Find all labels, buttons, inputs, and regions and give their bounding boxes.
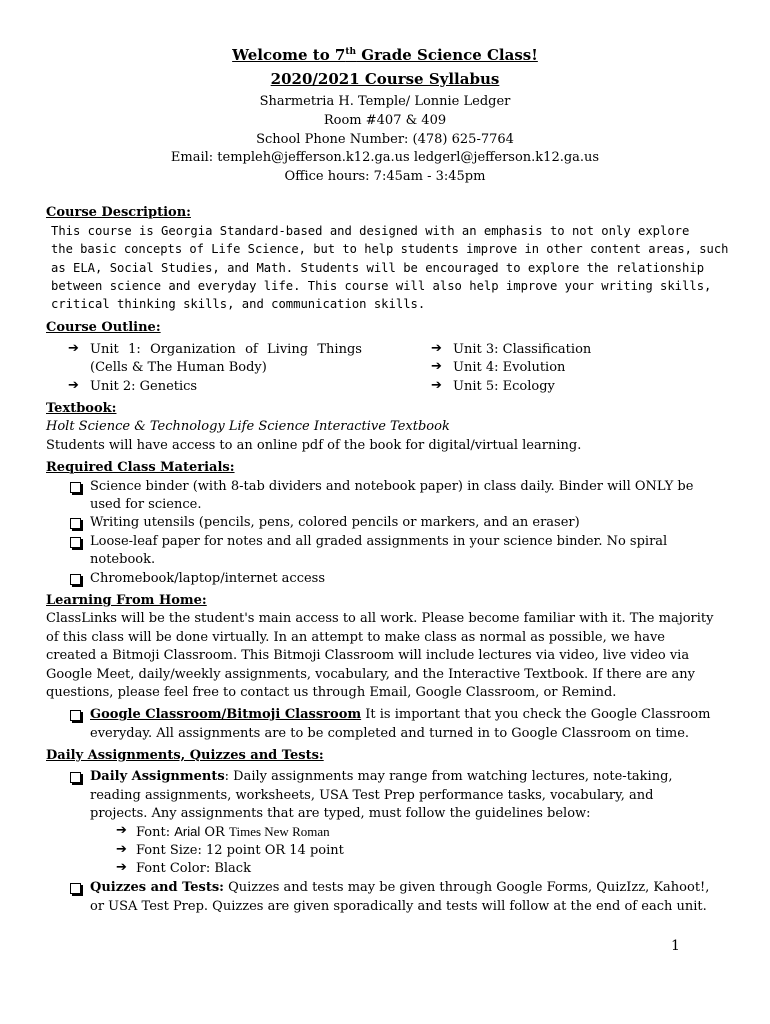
google-classroom-link[interactable]: Google Classroom/Bitmoji Classroom: [90, 707, 362, 722]
outline-unit-4: Unit 4: Evolution: [453, 360, 566, 375]
right-arrow-icon: ➔: [116, 823, 127, 838]
home-line: questions, please feel free to contact us through Email, Google Classroom, or Remind.: [46, 685, 617, 700]
page-title: Welcome to 7th Grade Science Class!: [232, 46, 538, 64]
textbook-note: Students will have access to an online pdf of the book for digital/virtual learning.: [46, 438, 582, 453]
checkbox-icon: [70, 537, 81, 548]
right-arrow-icon: ➔: [68, 341, 79, 356]
description-line: between science and everyday life. This course will also help improve your writing skills,: [51, 279, 712, 293]
daily-assignments-cont: reading assignments, worksheets, USA Test Prep performance tasks, vocabulary, and: [90, 788, 654, 803]
home-line: created a Bitmoji Classroom. This Bitmoji Classroom will include lectures via video, live video via: [46, 648, 690, 663]
materials-item-cont: used for science.: [90, 497, 202, 512]
room-number: Room #407 & 409: [323, 113, 447, 128]
home-line: of this class will be done virtually. In an attempt to make class as normal as possible, we have: [46, 630, 665, 645]
textbook-title: Holt Science & Technology Life Science Interactive Textbook: [46, 419, 450, 434]
page-number: 1: [671, 938, 680, 954]
home-line: Google Meet, daily/weekly assignments, vocabulary, and the Interactive Textbook. If there are any: [46, 667, 695, 682]
right-arrow-icon: ➔: [116, 860, 127, 875]
materials-item: Science binder (with 8-tab dividers and notebook paper) in class daily. Binder will ONLY be: [90, 479, 694, 494]
right-arrow-icon: ➔: [116, 842, 127, 857]
materials-item: Writing utensils (pencils, pens, colored pencils or markers, and an eraser): [90, 515, 580, 530]
daily-assignments-item: Daily Assignments: Daily assignments may range from watching lectures, note-taking,: [90, 769, 673, 784]
daily-assignments-heading: Daily Assignments, Quizzes and Tests:: [46, 748, 324, 763]
right-arrow-icon: ➔: [68, 378, 79, 393]
checkbox-icon: [70, 710, 81, 721]
description-line: critical thinking skills, and communication skills.: [51, 297, 426, 311]
outline-unit-5: Unit 5: Ecology: [453, 379, 555, 394]
description-line: the basic concepts of Life Science, but to help students improve in other content areas, such: [51, 242, 729, 256]
school-phone: School Phone Number: (478) 625-7764: [256, 132, 514, 147]
materials-item: Loose-leaf paper for notes and all graded assignments in your science binder. No spiral: [90, 534, 668, 549]
description-line: as ELA, Social Studies, and Math. Students will be encouraged to explore the relationship: [51, 261, 705, 275]
course-description-heading: Course Description:: [46, 205, 191, 220]
materials-item: Chromebook/laptop/internet access: [90, 571, 326, 586]
font-size-guideline: Font Size: 12 point OR 14 point: [136, 843, 344, 858]
outline-unit-3: Unit 3: Classification: [453, 342, 592, 357]
checkbox-icon: [70, 482, 81, 493]
materials-item-cont: notebook.: [90, 552, 156, 567]
checkbox-icon: [70, 772, 81, 783]
description-line: This course is Georgia Standard-based and designed with an emphasis to not only explore: [51, 224, 690, 238]
course-outline-heading: Course Outline:: [46, 320, 161, 335]
checkbox-icon: [70, 574, 81, 585]
google-classroom-item-cont: everyday. All assignments are to be completed and turned in to Google Classroom on time.: [90, 726, 690, 741]
checkbox-icon: [70, 518, 81, 529]
quizzes-tests-cont: or USA Test Prep. Quizzes are given sporadically and tests will follow at the end of each unit.: [90, 899, 707, 914]
right-arrow-icon: ➔: [431, 341, 442, 356]
page-subtitle: 2020/2021 Course Syllabus: [270, 70, 500, 88]
font-color-guideline: Font Color: Black: [136, 861, 251, 876]
google-classroom-item: Google Classroom/Bitmoji Classroom It is important that you check the Google Classroom: [90, 707, 711, 722]
font-guideline: Font: Arial OR Times New Roman: [136, 824, 330, 840]
right-arrow-icon: ➔: [431, 378, 442, 393]
materials-heading: Required Class Materials:: [46, 460, 235, 475]
right-arrow-icon: ➔: [431, 359, 442, 374]
outline-unit-2: Unit 2: Genetics: [90, 379, 198, 394]
daily-assignments-cont: projects. Any assignments that are typed, must follow the guidelines below:: [90, 806, 591, 821]
checkbox-icon: [70, 883, 81, 894]
outline-unit-1-sub: (Cells & The Human Body): [90, 360, 267, 375]
teacher-names: Sharmetria H. Temple/ Lonnie Ledger: [259, 94, 511, 109]
quizzes-tests-item: Quizzes and Tests: Quizzes and tests may be given through Google Forms, QuizIzz, Kahoot!,: [90, 880, 710, 895]
office-hours: Office hours: 7:45am - 3:45pm: [284, 169, 486, 184]
textbook-heading: Textbook:: [46, 401, 117, 416]
learning-from-home-heading: Learning From Home:: [46, 593, 207, 608]
email-addresses: Email: templeh@jefferson.k12.ga.us ledgerl@jefferson.k12.ga.us: [170, 150, 600, 165]
home-line: ClassLinks will be the student's main access to all work. Please become familiar with it. The majority: [46, 611, 714, 626]
outline-unit-1: Unit 1: Organization of Living Things: [90, 342, 362, 357]
